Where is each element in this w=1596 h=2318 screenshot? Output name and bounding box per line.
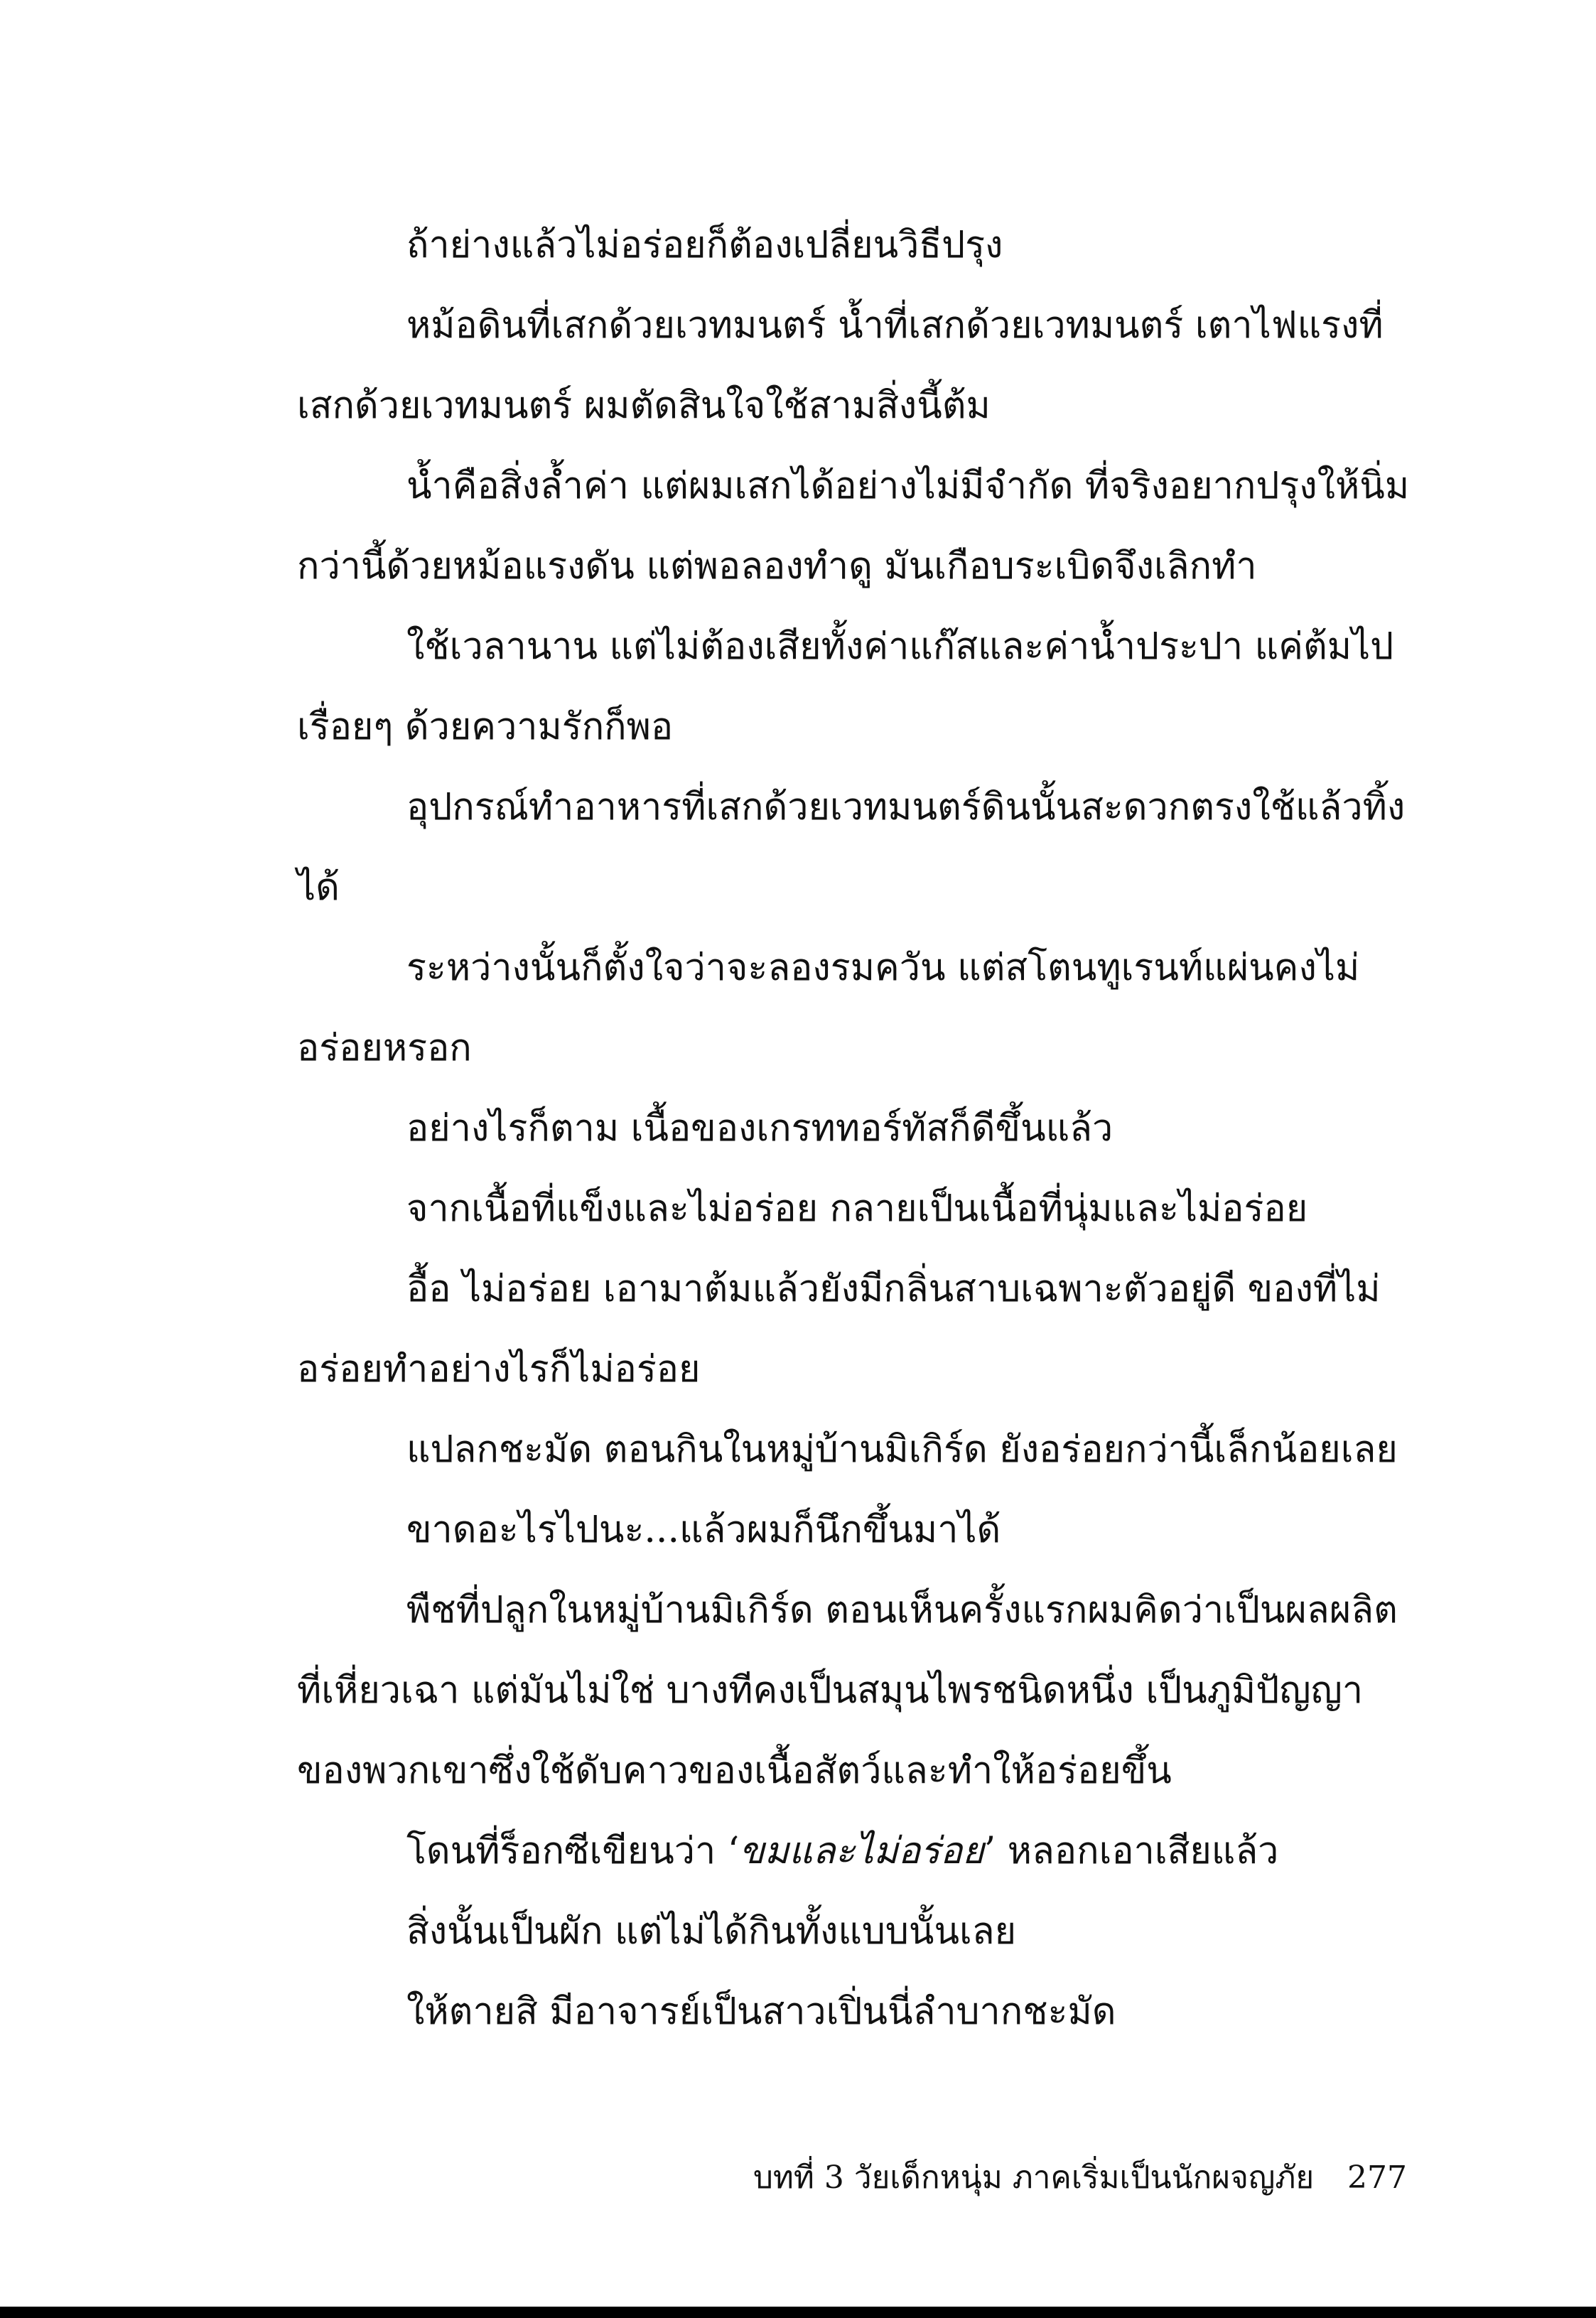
- text-line-9: ได้: [297, 866, 340, 909]
- text-line-17: ขาดอะไรไปนะ...แล้วผมก็นึกขึ้นมาได้: [406, 1509, 1001, 1551]
- quoted-emphasis: ขมและไม่อร่อย: [739, 1830, 984, 1872]
- text-line-6: ใช้เวลานาน แต่ไม่ต้องเสียทั้งค่าแก๊สและค่าน้ำประปา แค่ต้มไป: [406, 625, 1394, 668]
- text-line-12: อย่างไรก็ตาม เนื้อของเกรททอร์ทัสก็ดีขึ้นแล้ว: [406, 1107, 1114, 1150]
- text-line-3: เสกด้วยเวทมนตร์ ผมตัดสินใจใช้สามสิ่งนี้ต้ม: [297, 384, 991, 427]
- page-number: 277: [1347, 2160, 1407, 2196]
- chapter-title: บทที่ 3 วัยเด็กหนุ่ม ภาคเริ่มเป็นนักผจญภัย: [753, 2160, 1315, 2196]
- text-line-10: ระหว่างนั้นก็ตั้งใจว่าจะลองรมควัน แต่สโตนทูเรนท์แผ่นคงไม่: [406, 947, 1360, 989]
- text-line-21-before: โดนที่ร็อกซีเขียนว่า ‘: [406, 1830, 740, 1872]
- text-line-8: อุปกรณ์ทำอาหารที่เสกด้วยเวทมนตร์ดินนั้นสะดวกตรงใช้แล้วทิ้ง: [406, 786, 1406, 829]
- text-line-7: เรื่อยๆ ด้วยความรักก็พอ: [297, 706, 674, 748]
- text-line-22: สิ่งนั้นเป็นผัก แต่ไม่ได้กินทั้งแบบนั้นเลย: [406, 1910, 1017, 1953]
- text-line-18: พืชที่ปลูกในหมู่บ้านมิเกิร์ด ตอนเห็นครั้งแรกผมคิดว่าเป็นผลผลิต: [406, 1589, 1398, 1632]
- text-line-16: แปลกชะมัด ตอนกินในหมู่บ้านมิเกิร์ด ยังอร่อยกว่านี้เล็กน้อยเลย: [406, 1428, 1398, 1471]
- text-line-13: จากเนื้อที่แข็งและไม่อร่อย กลายเป็นเนื้อที่นุ่มและไม่อร่อย: [406, 1187, 1308, 1230]
- text-line-1: ถ้าย่างแล้วไม่อร่อยก็ต้องเปลี่ยนวิธีปรุง: [406, 224, 1003, 266]
- text-line-14: อื้อ ไม่อร่อย เอามาต้มแล้วยังมีกลิ่นสาบเฉพาะตัวอยู่ดี ของที่ไม่: [406, 1268, 1381, 1310]
- text-line-11: อร่อยหรอก: [297, 1027, 472, 1069]
- text-line-23: ให้ตายสิ มีอาจารย์เป็นสาวเปิ่นนี่ลำบากชะมัด: [406, 1990, 1116, 2033]
- text-line-5: กว่านี้ด้วยหม้อแรงดัน แต่พอลองทำดู มันเกือบระเบิดจึงเลิกทำ: [297, 545, 1257, 588]
- page-footer: [753, 2146, 1407, 2210]
- text-line-19: ที่เหี่ยวเฉา แต่มันไม่ใช่ บางทีคงเป็นสมุนไพรชนิดหนึ่ง เป็นภูมิปัญญา: [297, 1669, 1364, 1712]
- text-line-21-after: ’ หลอกเอาเสียแล้ว: [983, 1830, 1279, 1872]
- text-line-20: ของพวกเขาซึ่งใช้ดับคาวของเนื้อสัตว์และทำให้อร่อยขึ้น: [297, 1750, 1172, 1792]
- text-line-4: น้ำคือสิ่งล้ำค่า แต่ผมเสกได้อย่างไม่มีจำกัด ที่จริงอยากปรุงให้นิ่ม: [406, 465, 1410, 507]
- bottom-border: [0, 2307, 1596, 2318]
- text-line-2: หม้อดินที่เสกด้วยเวทมนตร์ น้ำที่เสกด้วยเวทมนตร์ เตาไฟแรงที่: [406, 304, 1384, 347]
- text-line-21: [406, 1823, 1278, 1880]
- text-line-15: อร่อยทำอย่างไรก็ไม่อร่อย: [297, 1348, 701, 1391]
